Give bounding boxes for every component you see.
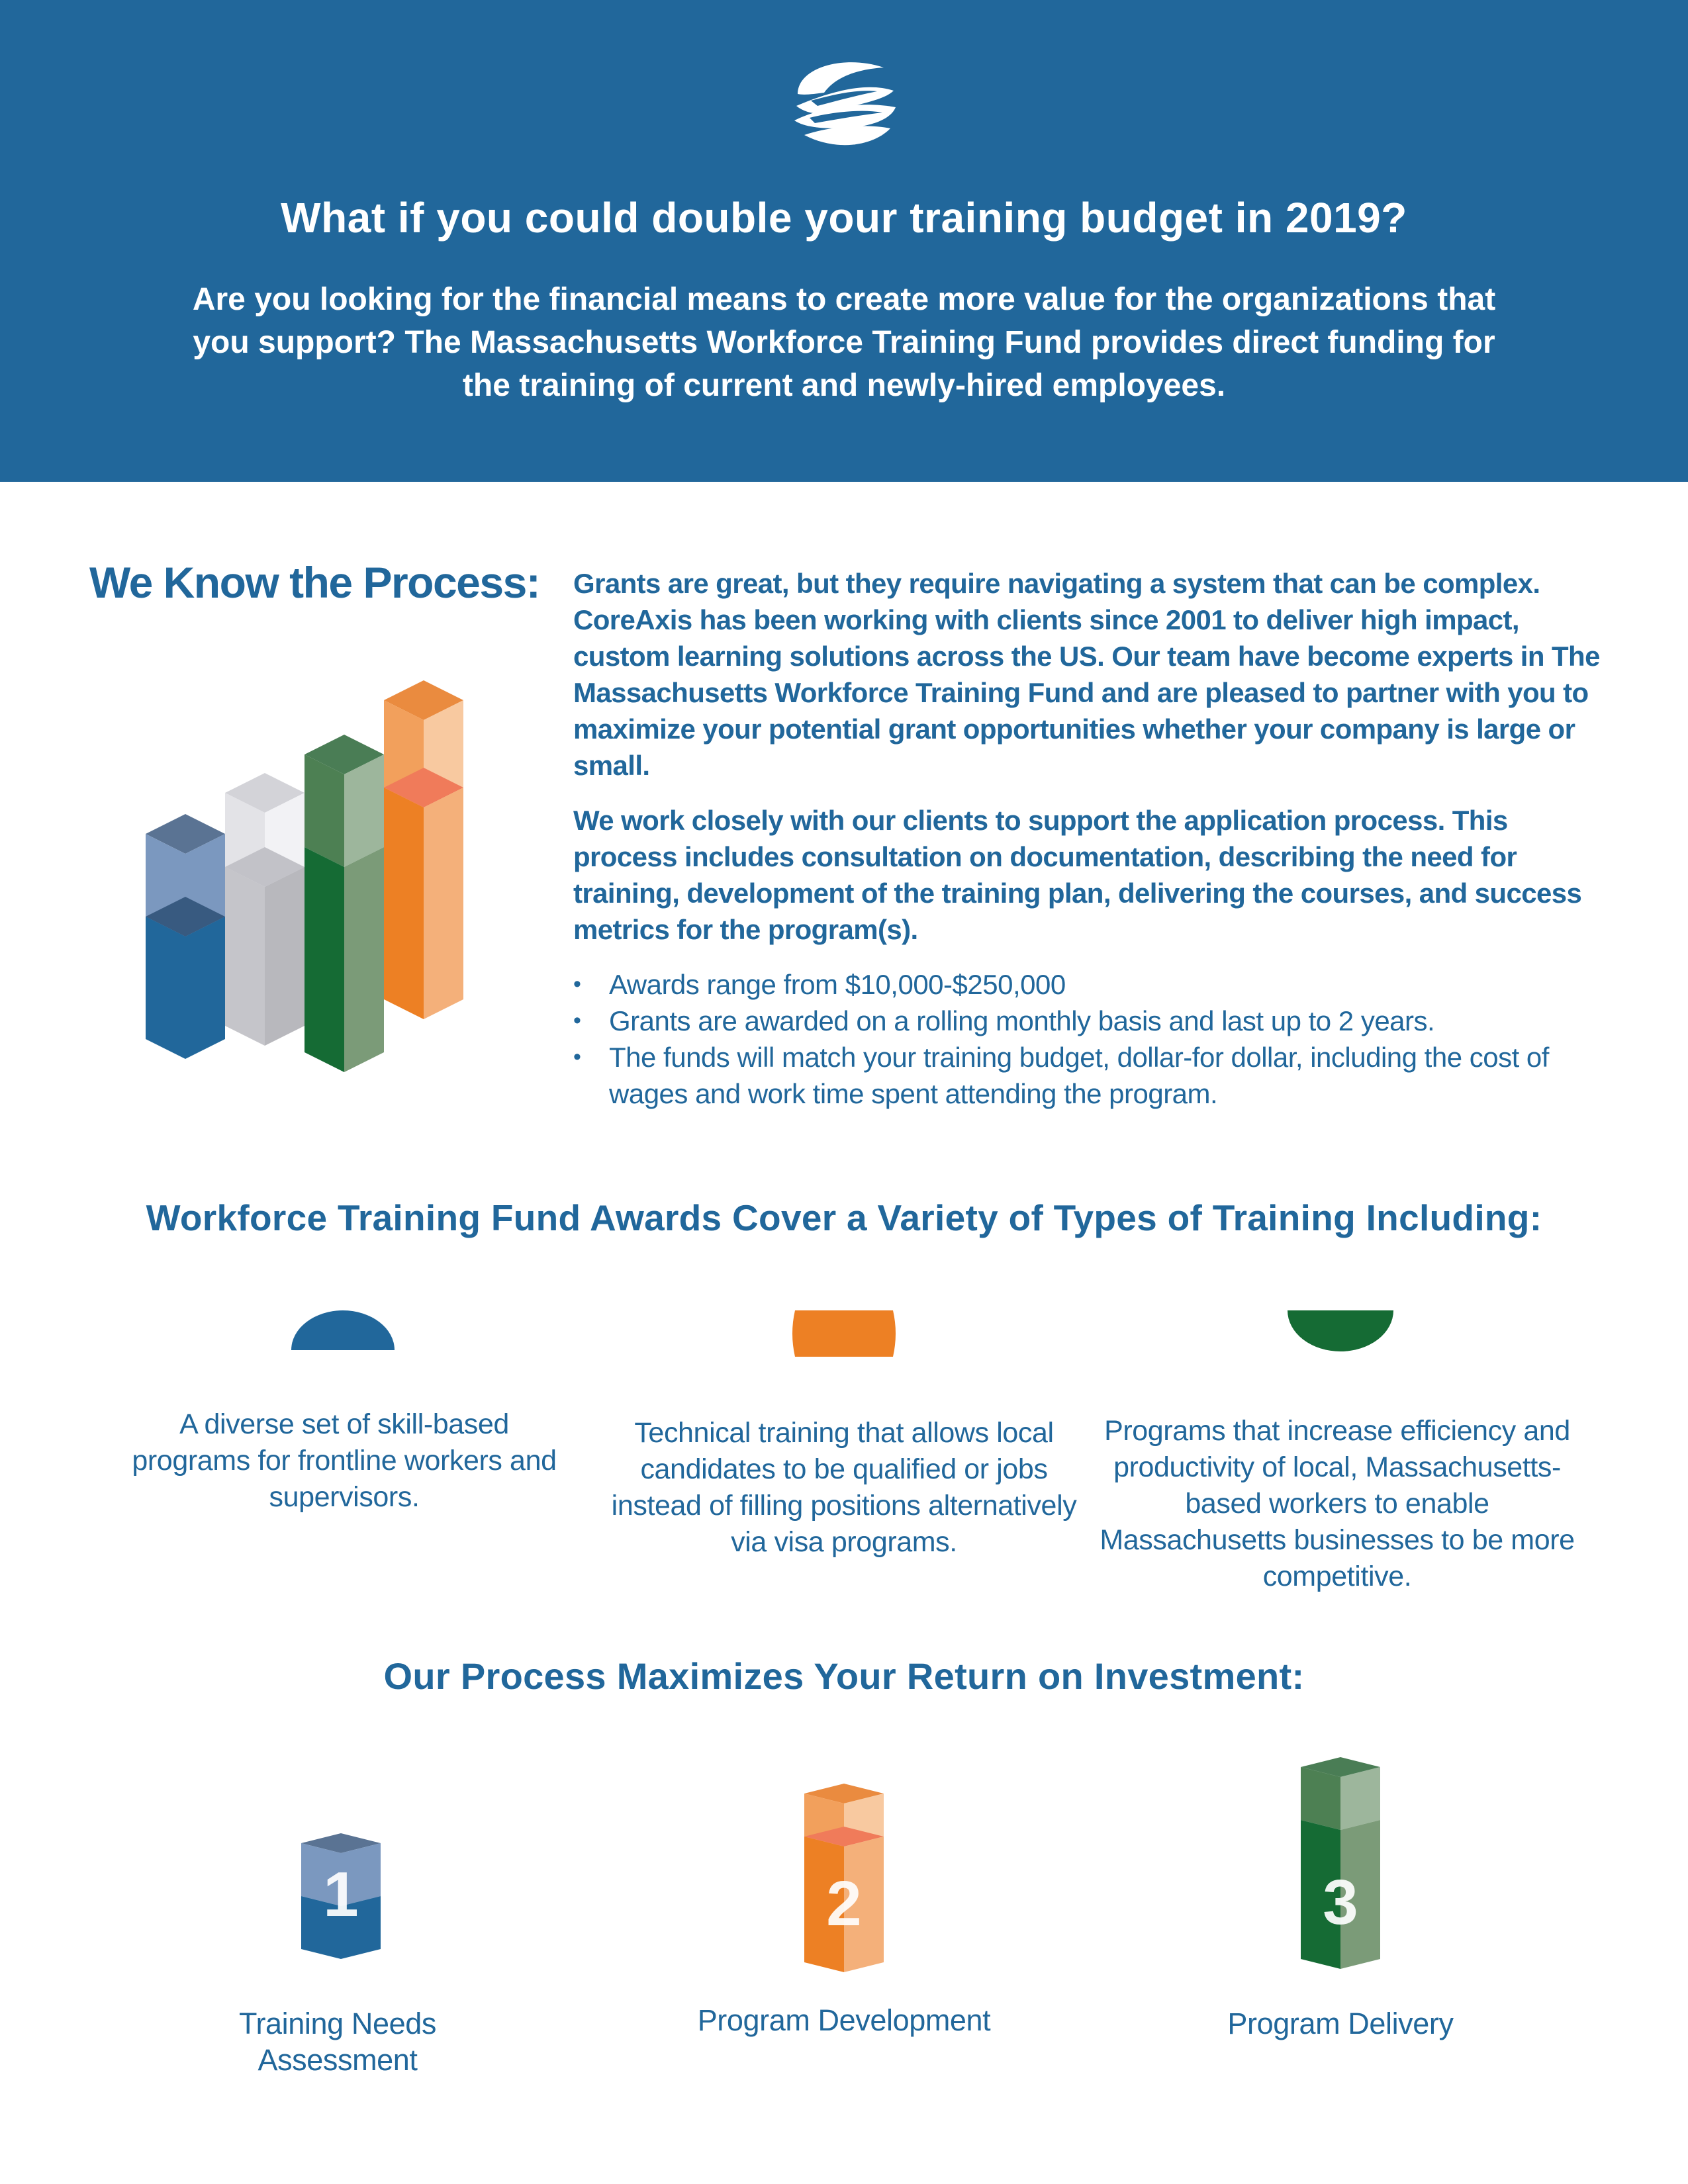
training-type-2: Technical training that allows local candidates to be qualified or jobs instead of filling positions alternatively via visa programs.: [611, 1417, 1077, 1558]
award-facts-list: [573, 966, 1566, 1112]
step-3-label: Program Delivery: [1227, 2007, 1454, 2040]
step-1-number: 1: [323, 1859, 359, 1930]
process-heading: We Know the Process:: [89, 558, 540, 607]
training-type-3: Programs that increase efficiency and productivity of local, Massachusetts-based workers to enable Massachusetts businesses to be more competitive.: [1100, 1415, 1575, 1592]
bar-columns-illustration: [139, 668, 477, 1079]
green-bowl-icon: [1288, 1310, 1393, 1351]
training-types-heading: Workforce Training Fund Awards Cover a Variety of Types of Training Including:: [146, 1197, 1542, 1238]
roi-heading: Our Process Maximizes Your Return on Investment:: [383, 1655, 1305, 1697]
process-paragraph-1: Grants are great, but they require navigating a system that can be complex. CoreAxis has been working with clients since 2001 to deliver high impact, custom learning solutions across the US. Our team have become experts in The Massachusetts Workforce Training Fund and are pleased to partner with you to maximize your potential grant opportunities whether your company is large or small.: [573, 568, 1600, 781]
list-item: • The funds will match your training budget, dollar-for dollar, including the cost of wages and work time spent attending the program.: [573, 1039, 1566, 1112]
training-type-1: A diverse set of skill-based programs for frontline workers and supervisors.: [132, 1408, 557, 1513]
intro-text: Are you looking for the financial means to create more value for the organizations that you support? The Massachusetts Workforce Training Fund provides direct funding for the training of current and newly-hired employees.: [192, 282, 1496, 403]
list-item: • Grants are awarded on a rolling monthly basis and last up to 2 years.: [573, 1003, 1566, 1039]
blue-dome-icon: [291, 1310, 395, 1350]
step-2-label: Program Development: [697, 2003, 991, 2037]
step-1-label: Training Needs Assessment: [239, 2007, 436, 2077]
orange-column-shape: [384, 680, 463, 1019]
step-3-number: 3: [1323, 1867, 1358, 1938]
process-paragraph-2: We work closely with our clients to support the application process. This process includes consultation on documentation, describing the need for training, development of the training plan, delivering the courses, and success metrics for the program(s).: [573, 805, 1582, 945]
page-headline: What if you could double your training budget in 2019?: [281, 194, 1407, 242]
coreaxis-logo-icon: [784, 54, 904, 154]
blue-column-shape: [146, 814, 225, 1059]
grey-column-shape: [225, 773, 305, 1046]
orange-pill-icon: [790, 1310, 898, 1357]
list-item: • Awards range from $10,000-$250,000: [573, 966, 1566, 1003]
green-column-shape: [305, 735, 384, 1072]
step-2-number: 2: [826, 1868, 862, 1939]
